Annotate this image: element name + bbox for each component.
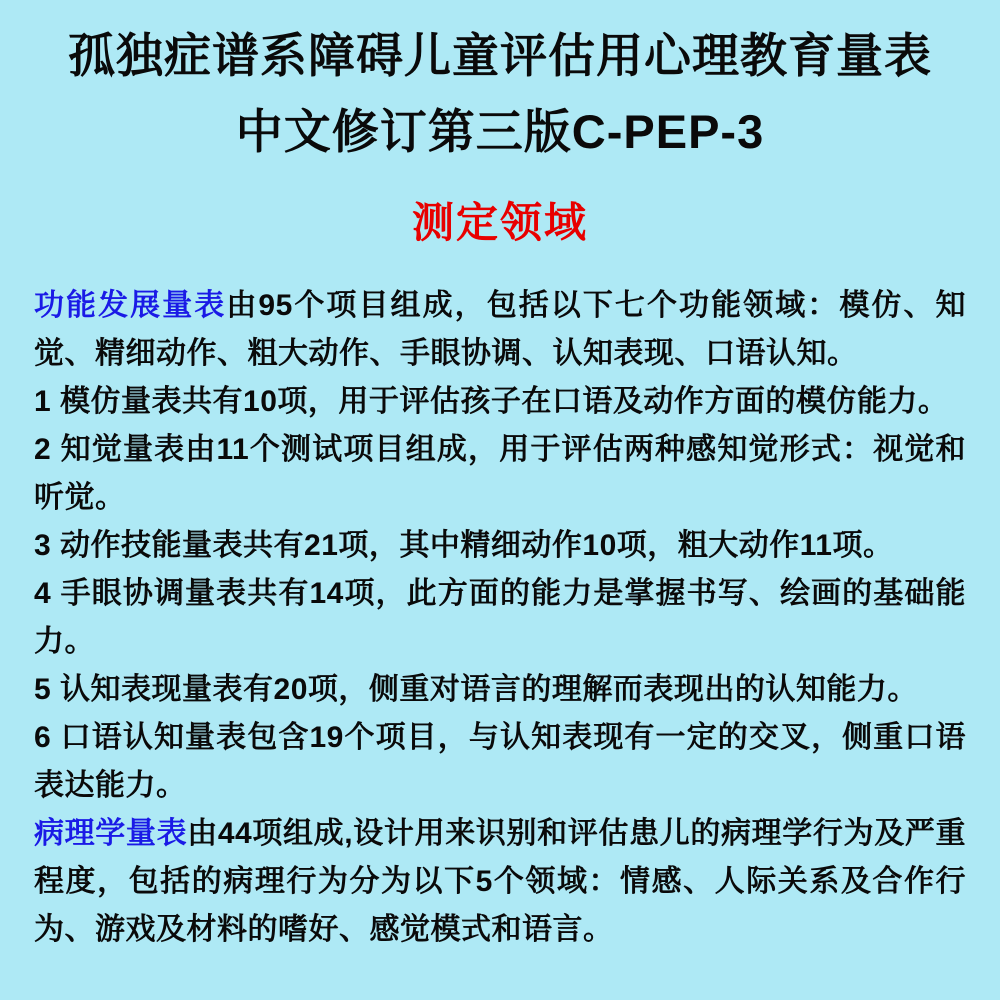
list-item-hand-eye: 4 手眼协调量表共有14项，此方面的能力是掌握书写、绘画的基础能力。 — [34, 577, 966, 658]
title-line-1: 孤独症谱系障碍儿童评估用心理教育量表 — [68, 29, 932, 82]
function-scale-paragraph — [34, 282, 966, 378]
pathology-scale-lead: 病理学量表 — [34, 817, 188, 850]
function-scale-text: 由95个项目组成，包括以下七个功能领域：模仿、知觉、精细动作、粗大动作、手眼协调、认知表现、口语认知。 — [34, 289, 967, 370]
function-scale-lead: 功能发展量表 — [34, 289, 227, 322]
content-body — [0, 250, 1000, 954]
list-item-imitation: 1 模仿量表共有10项，用于评估孩子在口语及动作方面的模仿能力。 — [34, 385, 949, 418]
list-item-cognitive-performance: 5 认知表现量表有20项，侧重对语言的理解而表现出的认知能力。 — [34, 673, 918, 706]
list-item-verbal-cognition: 6 口语认知量表包含19个项目，与认知表现有一定的交叉，侧重口语表达能力。 — [34, 721, 966, 802]
pathology-scale-paragraph — [34, 810, 966, 954]
list-item-motor-skills: 3 动作技能量表共有21项，其中精细动作10项，粗大动作11项。 — [34, 529, 894, 562]
title-line-2: 中文修订第三版C-PEP-3 — [235, 105, 765, 158]
list-item-perception: 2 知觉量表由11个测试项目组成，用于评估两种感知觉形式：视觉和听觉。 — [34, 433, 966, 514]
page-title — [0, 0, 1000, 170]
section-heading: 测定领域 — [411, 199, 588, 246]
pathology-scale-text: 由44项组成,设计用来识别和评估患儿的病理学行为及严重程度，包括的病理行为分为以下5个领域：情感、人际关系及合作行为、游戏及材料的嗜好、感觉模式和语言。 — [34, 817, 966, 946]
